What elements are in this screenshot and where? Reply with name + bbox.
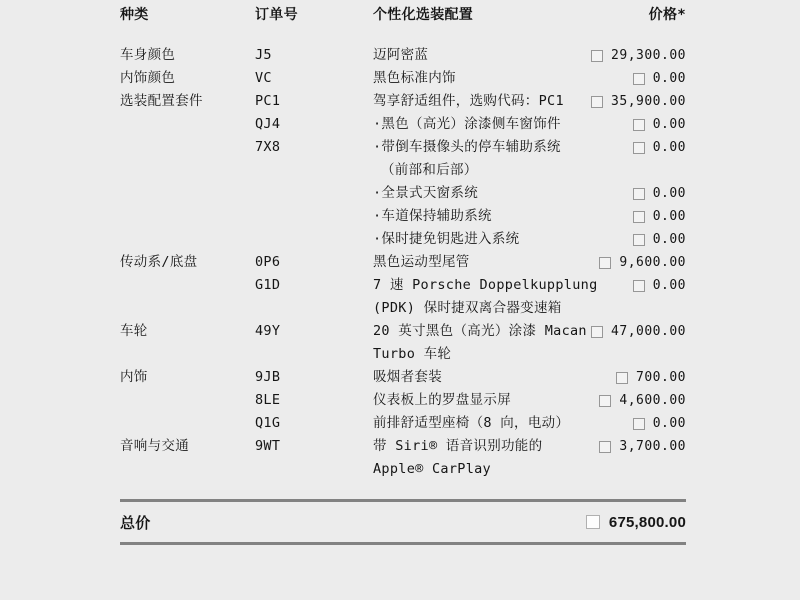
options-price-table: [120, 4, 686, 545]
price-value: 0.00: [652, 140, 686, 155]
row-category: [120, 113, 255, 136]
row-option-code: VC: [255, 70, 272, 86]
row-option-code: 8LE: [255, 392, 281, 408]
row-price-cell: [536, 228, 686, 251]
row-option-code: PC1: [255, 93, 281, 109]
row-price-cell: [536, 182, 686, 205]
price-checkbox[interactable]: [633, 119, 645, 131]
price-checkbox[interactable]: [616, 372, 628, 384]
row-description: ·车道保持辅助系统: [373, 208, 492, 224]
row-description: (PDK) 保时捷双离合器变速箱: [373, 300, 562, 316]
row-option-code: J5: [255, 47, 272, 63]
table-row: [120, 412, 686, 435]
row-category: 车身颜色: [120, 47, 176, 63]
row-category: 传动系/底盘: [120, 254, 198, 270]
row-description: 7 速 Porsche Doppelkupplung: [373, 277, 598, 293]
table-row: [120, 274, 686, 297]
row-option-code: 9JB: [255, 369, 281, 385]
row-category: [120, 297, 255, 320]
row-price-cell: [536, 435, 686, 458]
row-description: 带 Siri® 语音识别功能的: [373, 438, 543, 454]
table-row: [120, 297, 686, 320]
row-price-cell: [536, 274, 686, 297]
table-row: [120, 228, 686, 251]
price-value: 700.00: [636, 370, 686, 385]
row-option-code: Q1G: [255, 415, 281, 431]
header-price: 价格*: [648, 7, 686, 23]
price-value: 47,000.00: [611, 324, 686, 339]
row-category: 音响与交通: [120, 438, 189, 454]
price-value: 29,300.00: [611, 48, 686, 63]
row-category: 内饰: [120, 369, 148, 385]
row-option-code: [255, 297, 373, 320]
price-checkbox[interactable]: [633, 280, 645, 292]
table-row: [120, 205, 686, 228]
table-row: [120, 159, 686, 182]
price-checkbox[interactable]: [633, 188, 645, 200]
row-price-cell: [536, 412, 686, 435]
row-price-cell: [536, 389, 686, 412]
price-checkbox[interactable]: [599, 395, 611, 407]
table-row: [120, 366, 686, 389]
row-category: [120, 412, 255, 435]
row-option-code: [255, 458, 373, 481]
total-section: [120, 499, 686, 545]
row-price-cell: [536, 366, 686, 389]
table-row: [120, 182, 686, 205]
price-value: 0.00: [652, 416, 686, 431]
row-price-cell: [536, 67, 686, 90]
row-price-cell: [536, 136, 686, 159]
row-description: 迈阿密蓝: [373, 47, 429, 63]
row-category: [120, 159, 255, 182]
table-row: [120, 458, 686, 481]
row-option-code: 49Y: [255, 323, 281, 339]
row-price-cell: [536, 90, 686, 113]
table-row: [120, 251, 686, 274]
total-price-cell: [586, 514, 686, 531]
row-category: [120, 458, 255, 481]
price-checkbox[interactable]: [591, 96, 603, 108]
price-value: 0.00: [652, 71, 686, 86]
price-value: 0.00: [652, 117, 686, 132]
price-value: 0.00: [652, 232, 686, 247]
row-price-cell: [536, 320, 686, 343]
row-description: 黑色标准内饰: [373, 70, 456, 86]
row-description: 黑色运动型尾管: [373, 254, 470, 270]
row-option-code: 7X8: [255, 139, 281, 155]
total-row: [120, 502, 686, 542]
table-rows: [120, 44, 686, 481]
price-value: 0.00: [652, 278, 686, 293]
row-category: 车轮: [120, 323, 148, 339]
table-row: [120, 113, 686, 136]
row-price-cell: [536, 458, 686, 481]
row-price-cell: [536, 159, 686, 182]
row-description: 20 英寸黑色（高光）涂漆 Macan: [373, 323, 587, 339]
row-description: ·全景式天窗系统: [373, 185, 479, 201]
row-description: ·保时捷免钥匙进入系统: [373, 231, 520, 247]
price-checkbox[interactable]: [633, 234, 645, 246]
row-description: 仪表板上的罗盘显示屏: [373, 392, 511, 408]
price-value: 3,700.00: [619, 439, 686, 454]
row-price-cell: [536, 343, 686, 366]
row-description: 驾享舒适组件，选购代码：PC1: [373, 93, 564, 109]
row-option-code: 0P6: [255, 254, 281, 270]
total-label: 总价: [120, 514, 151, 532]
total-price-value: 675,800.00: [608, 513, 686, 531]
row-category: [120, 228, 255, 251]
row-price-cell: [536, 44, 686, 67]
table-row: [120, 435, 686, 458]
row-option-code: [255, 343, 373, 366]
price-value: 9,600.00: [619, 255, 686, 270]
row-price-cell: [536, 205, 686, 228]
row-price-cell: [536, 297, 686, 320]
header-category: 种类: [120, 7, 149, 23]
row-option-code: 9WT: [255, 438, 281, 454]
row-description: Turbo 车轮: [373, 346, 452, 362]
row-price-cell: [536, 113, 686, 136]
price-checkbox[interactable]: [599, 257, 611, 269]
row-description: ·黑色（高光）涂漆侧车窗饰件: [373, 116, 561, 132]
row-category: [120, 274, 255, 297]
table-header-row: [120, 4, 686, 27]
row-category: [120, 136, 255, 159]
row-option-code: G1D: [255, 277, 281, 293]
total-price-checkbox[interactable]: [586, 515, 600, 529]
row-category: [120, 343, 255, 366]
row-price-cell: [536, 251, 686, 274]
table-row: [120, 136, 686, 159]
price-value: 0.00: [652, 186, 686, 201]
table-row: [120, 343, 686, 366]
header-configuration: 个性化选装配置: [373, 7, 474, 23]
row-option-code: [255, 182, 373, 205]
row-category: [120, 205, 255, 228]
price-value: 0.00: [652, 209, 686, 224]
row-description: 吸烟者套装: [373, 369, 442, 385]
price-value: 4,600.00: [619, 393, 686, 408]
table-row: [120, 389, 686, 412]
price-checkbox[interactable]: [633, 142, 645, 154]
row-description: 前排舒适型座椅（8 向，电动）: [373, 415, 570, 431]
row-category: 内饰颜色: [120, 70, 176, 86]
price-checkbox[interactable]: [591, 50, 603, 62]
row-category: [120, 389, 255, 412]
table-row: [120, 67, 686, 90]
price-checkbox[interactable]: [633, 73, 645, 85]
table-row: [120, 90, 686, 113]
row-option-code: QJ4: [255, 116, 281, 132]
table-row: [120, 44, 686, 67]
row-category: 选装配置套件: [120, 93, 203, 109]
price-checkbox[interactable]: [599, 441, 611, 453]
price-checkbox[interactable]: [633, 211, 645, 223]
row-option-code: [255, 159, 373, 182]
price-value: 35,900.00: [611, 94, 686, 109]
row-description: （前部和后部）: [381, 162, 478, 178]
row-description: ·带倒车摄像头的停车辅助系统: [373, 139, 561, 155]
table-row: [120, 320, 686, 343]
row-category: [120, 182, 255, 205]
row-description: Apple® CarPlay: [373, 461, 491, 477]
header-order-number: 订单号: [255, 7, 298, 23]
row-option-code: [255, 228, 373, 251]
price-checkbox[interactable]: [591, 326, 603, 338]
price-checkbox[interactable]: [633, 418, 645, 430]
row-option-code: [255, 205, 373, 228]
